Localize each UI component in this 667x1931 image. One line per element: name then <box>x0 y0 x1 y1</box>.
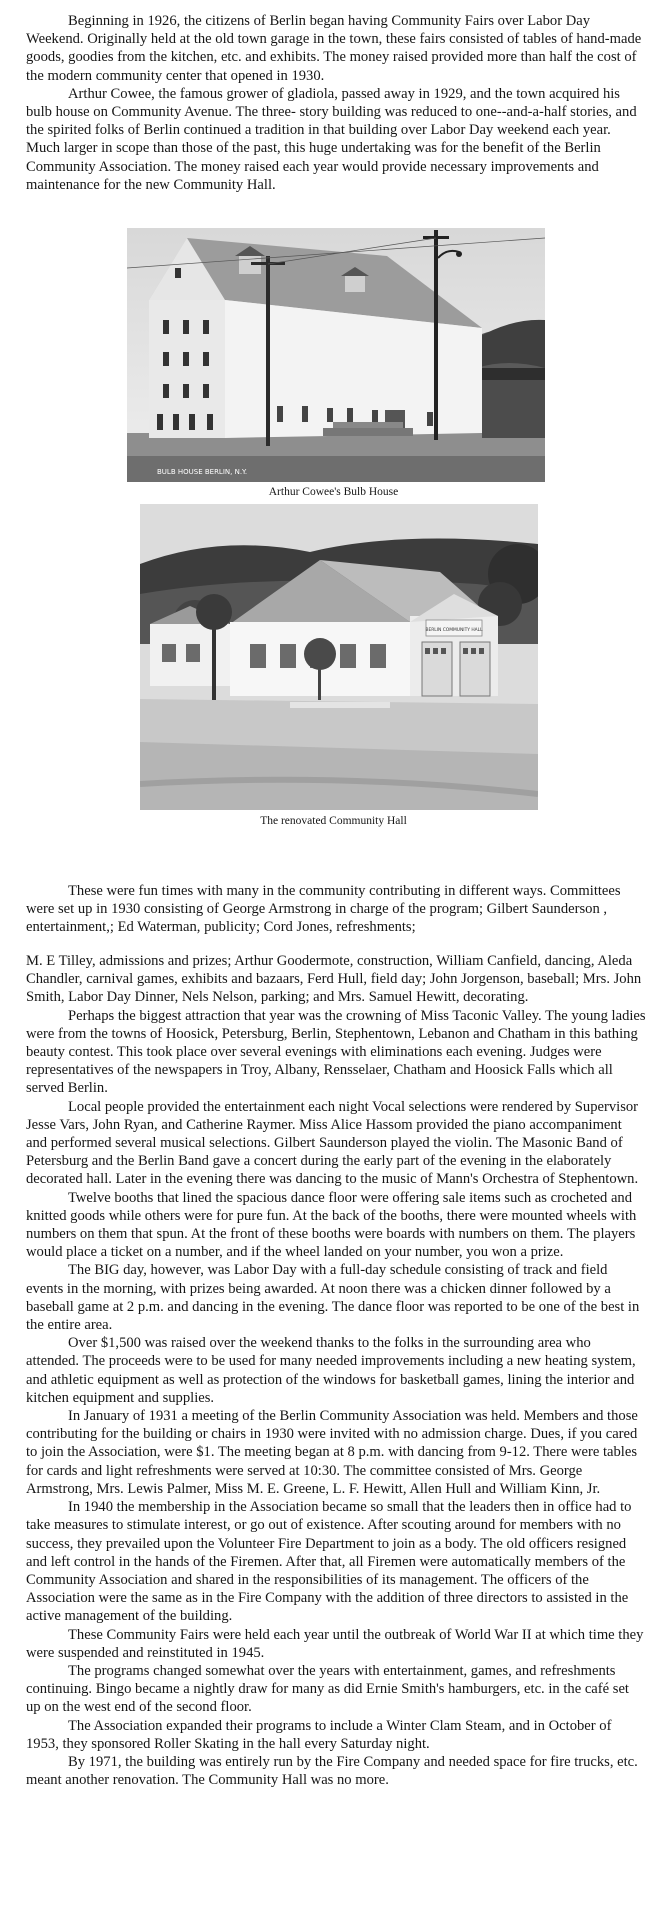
intro-section <box>26 12 646 194</box>
body-paragraph: These Community Fairs were held each year until the outbreak of World War II at which time they were suspended and reinstituted in 1945. <box>26 1626 644 1661</box>
body-paragraph: These were fun times with many in the community contributing in different ways. Committees were set up in 1930 consisting of George Armstrong in charge of the program; Gilbert Saunderson , entertainment,; Ed Waterman, publicity; Cord Jones, refreshments; <box>26 883 621 936</box>
bulb-house-illustration <box>127 228 545 482</box>
bulb-house-caption: Arthur Cowee's Bulb House <box>268 486 399 498</box>
body-paragraph: In January of 1931 a meeting of the Berlin Community Association was held. Members and those contributing for the building or chairs in 1930 were invited with no admission charge. Dues, if you cared to join the Association, were $1. The meeting began at 8 p.m. with dancing from 9-12. There were tables for cards and light refreshments were served at 10:30. The committee consisted of Mrs. George Armstrong, Mrs. Lewis Palmer, Miss M. E. Greene, L. F. Hewitt, Allen Hull and William Kinn, Jr. <box>26 1408 638 1497</box>
intro-paragraph: Beginning in 1926, the citizens of Berlin began having Community Fairs over Labor Day Weekend. Originally held at the old town garage in the town, these fairs consisted of tables of hand-made goods, goodies from the kitchen, etc. and exhibits. The money raised provided more than half the cost of the modern community center that opened in 1930. <box>26 13 642 84</box>
community-hall-caption: The renovated Community Hall <box>260 815 407 827</box>
body-paragraph: Twelve booths that lined the spacious dance floor were offering sale items such as crocheted and knitted goods while others were for pure fun. At the back of the booths, there were mounted wheels with numbers on them that spun. At the front of these booths were boards with numbers on them. The players would place a ticket on a number, and if the wheel landed on your number, you won a prize. <box>26 1189 637 1261</box>
body-paragraph: The programs changed somewhat over the years with entertainment, games, and refreshments continuing. Bingo became a nightly draw for many as did Ernie Smith's hamburgers, etc. in the café set up on the west end of the second floor. <box>26 1662 629 1716</box>
body-paragraph: Local people provided the entertainment each night Vocal selections were rendered by Supervisor Jesse Vars, John Ryan, and Catherine Raymer. Miss Alice Hassom provided the piano accompaniment and performed several musical selections. Gilbert Saunderson played the violin. The Masonic Band of Petersburg and the Berlin Band gave a concert during the early part of the evening in the elaborately decorated hall. Later in the evening there was dancing to the music of Mann's Orchestra of Stephentown. <box>26 1098 639 1188</box>
community-hall-illustration <box>140 504 538 810</box>
body-paragraph: The Association expanded their programs to include a Winter Clam Steam, and in October of 1953, they sponsored Roller Skating in the hall every Saturday night. <box>26 1717 612 1752</box>
body-paragraph: The BIG day, however, was Labor Day with a full-day schedule consisting of track and field events in the morning, with prizes being awarded. At noon there was a chicken dinner followed by a baseball game at 2 p.m. and dancing in the evening. The dance floor was reported to be one of the best in the entire area. <box>26 1262 640 1334</box>
body-paragraph: By 1971, the building was entirely run by the Fire Company and needed space for fire trucks, etc. meant another renovation. The Community Hall was no more. <box>26 1753 638 1789</box>
body-paragraph: Over $1,500 was raised over the weekend thanks to the folks in the surrounding area who attended. The proceeds were to be used for many needed improvements including a new heating system, and athletic equipment as well as protection of the windows for basketball games, lining the interior and kitchen equipment and supplies. <box>26 1335 636 1406</box>
photo-sign-text: BULB HOUSE BERLIN, N.Y. <box>157 468 248 476</box>
committees-paragraph-block <box>26 882 646 937</box>
body-paragraph: Perhaps the biggest attraction that year was the crowning of Miss Taconic Valley. The young ladies were from the towns of Hoosick, Petersburg, Berlin, Stephentown, Lebanon and Chatham in this bathing beauty contest. This took place over several evenings with eliminations each evening. Judges were representatives of the newspapers in Troy, Albany, Rensselaer, Chatham and Hoosick Falls which all served Berlin. <box>26 1007 646 1097</box>
intro-paragraph: Arthur Cowee, the famous grower of gladiola, passed away in 1929, and the town acquired his bulb house on Community Avenue. The three- story building was reduced to one--and-a-half stories, and the spirited folks of Berlin continued a tradition in that building over Labor Day weekend each year. Much larger in scope than those of the past, this huge undertaking was for the benefit of the Berlin Community Association. The money raised each year would provide necessary improvements and maintenance for the new Community Hall. <box>26 85 637 193</box>
body-paragraph: M. E Tilley, admissions and prizes; Arthur Goodermote, construction, William Canfield, dancing, Aleda Chandler, carnival games, exhibits and bazaars, Ferd Hull, field day; John Jorgenson, baseball; Mrs. John Smith, Labor Day Dinner, Nels Nelson, parking; and Mrs. Samuel Hewitt, decorating. <box>26 953 642 1006</box>
hall-sign-text: BERLIN COMMUNITY HALL <box>425 628 483 633</box>
community-hall-photo <box>140 504 538 810</box>
body-paragraph: In 1940 the membership in the Association became so small that the leaders then in office had to take measures to stimulate interest, or go out of existence. After scouting around for members with no success, they prevailed upon the Volunteer Fire Department to join as a body. The old officers resigned and left control in the hands of the Firemen. After that, all Firemen were automatically members of the Community Association and shared in the responsibilities of its management. The officers of the Association were the same as in the Fire Company with the addition of three directors to assisted in the active management of the building. <box>26 1499 632 1625</box>
body-section <box>26 952 646 1789</box>
bulb-house-photo <box>127 228 545 482</box>
